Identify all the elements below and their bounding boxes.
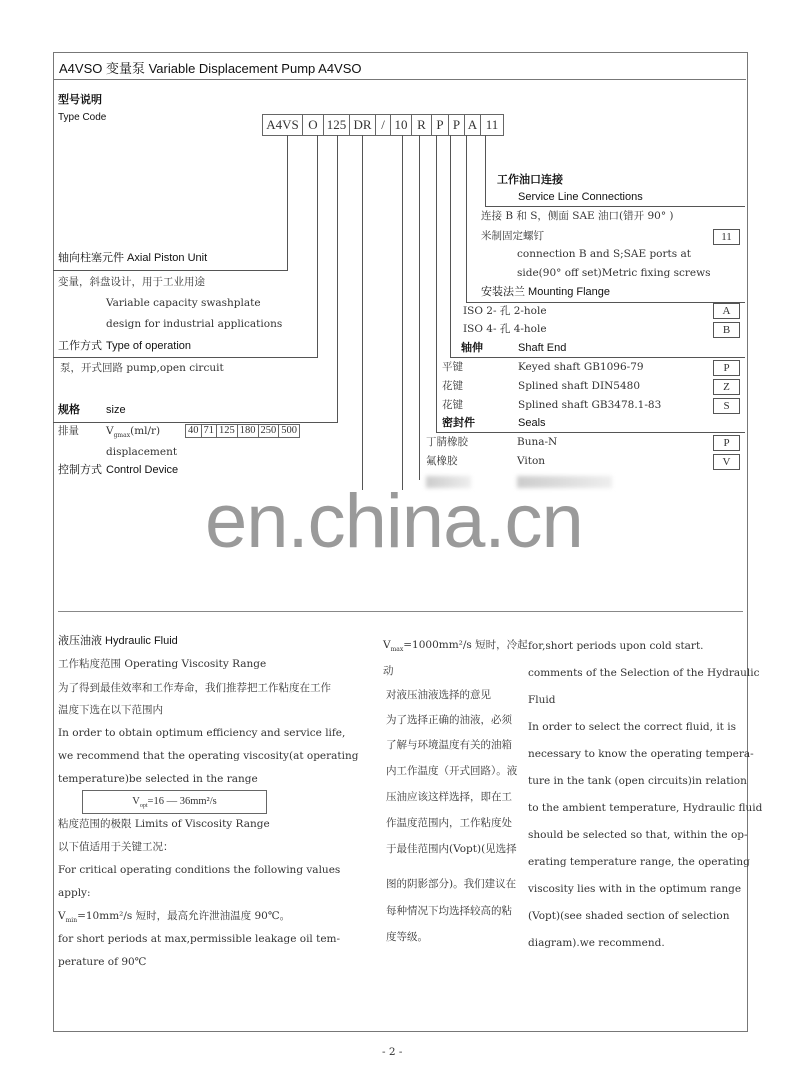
fluid-text: 动	[383, 665, 394, 677]
shaft-end-en: Shaft End	[518, 342, 567, 354]
variable-cn: 变量，斜盘设计，用于工业用途	[58, 276, 205, 288]
fluid-text: 为了得到最佳效率和工作寿命，我们推荐把工作粘度在工作	[58, 682, 331, 694]
shaft-en: Splined shaft GB3478.1-83	[518, 399, 662, 411]
axial-piston-unit-label: 轴向柱塞元件 Axial Piston Unit	[58, 252, 208, 264]
shaft-cn: 平键	[442, 361, 463, 373]
mounting-flange-label: 安装法兰 Mounting Flange	[481, 286, 610, 298]
section-divider	[58, 611, 743, 612]
fluid-text: necessary to know the operating tempera-	[528, 748, 754, 760]
vopt-box: $V_{opt}=16$ — 36mm²/s	[82, 790, 267, 814]
fluid-text: apply:	[58, 887, 91, 899]
shaft-end-cn: 轴伸	[461, 342, 483, 354]
code-box-v: V	[713, 454, 740, 470]
code-box-b: B	[713, 322, 740, 338]
operation-cn: 工作方式	[58, 340, 102, 352]
connection-cn-1: 连接 B 和 S，侧面 SAE 油口(错开 90° )	[481, 210, 674, 222]
shaft-en: Keyed shaft GB1096-79	[518, 361, 644, 373]
fluid-text: to the ambient temperature, Hydraulic fluid	[528, 802, 763, 814]
code-cell: DR	[350, 115, 376, 135]
page-number: - 2 -	[382, 1046, 403, 1058]
code-cell: /	[376, 115, 391, 135]
fluid-text: 每种情况下均选择较高的粘	[386, 905, 512, 917]
size-cell: 250	[259, 425, 280, 437]
fluid-text: 了解与环境温度有关的油箱	[386, 739, 512, 751]
fluid-text: diagram).we recommend.	[528, 937, 665, 949]
fluid-text: 图的阴影部分)。我们建议在	[386, 878, 517, 890]
type-code-box	[262, 114, 504, 136]
fluid-text: In order to obtain optimum efficiency and service life,	[58, 727, 346, 739]
fluid-text: 度等级。	[386, 931, 428, 943]
size-cell: 500	[281, 425, 297, 436]
fluid-text: temperature)be selected in the range	[58, 773, 258, 785]
size-cn: 规格	[58, 404, 80, 416]
variable-en-1: Variable capacity swashplate	[106, 297, 261, 309]
code-cell: R	[412, 115, 432, 135]
control-cn: 控制方式	[58, 464, 102, 476]
shaft-cn: 花键	[442, 380, 463, 392]
displacement-symbol: $V_{gmax}(ml/r)$	[106, 425, 161, 440]
fluid-text: For critical operating conditions the following values	[58, 864, 341, 876]
operation-en: Type of operation	[106, 340, 192, 352]
fluid-text: 温度下选在以下范围内	[58, 704, 163, 716]
code-cell: O	[303, 115, 324, 135]
code-cell: P	[449, 115, 465, 135]
fluid-text: 粘度范围的极限 Limits of Viscosity Range	[58, 818, 270, 830]
code-box-p: P	[713, 360, 740, 376]
displacement-en: displacement	[106, 446, 178, 458]
fluid-text: 作温度范围内，工作粘度处	[386, 817, 512, 829]
size-cell: 180	[238, 425, 259, 437]
seals-cn: 密封件	[442, 417, 475, 429]
code-box-11: 11	[713, 229, 740, 245]
fluid-text: we recommend that the operating viscosity(at operating	[58, 750, 359, 762]
fluid-text: comments of the Selection of the Hydraulic	[528, 667, 760, 679]
connection-en-1: connection B and S;SAE ports at	[517, 248, 691, 260]
fluid-text: for short periods at max,permissible leakage oil tem-	[58, 933, 341, 945]
fluid-text: erating temperature range, the operating	[528, 856, 750, 868]
variable-en-2: design for industrial applications	[106, 318, 283, 330]
title-bar	[53, 52, 746, 80]
vmin-text: $V_{min}=10mm^2/s$ 短时，最高允许泄油温度 90℃。	[58, 910, 291, 925]
shaft-cn: 花键	[442, 399, 463, 411]
code-box-s: S	[713, 398, 740, 414]
iso-2-hole: ISO 2- 孔 2-hole	[463, 305, 547, 317]
fluid-text: 工作粘度范围 Operating Viscosity Range	[58, 658, 267, 670]
fluid-text: 于最佳范围内(Vopt)(见选择	[386, 843, 517, 855]
seal-cn: 氟橡胶	[426, 455, 458, 467]
code-box-a: A	[713, 303, 740, 319]
fluid-text: for,short periods upon cold start.	[528, 640, 704, 652]
fluid-text: viscosity lies with in the optimum range	[528, 883, 742, 895]
fluid-text: perature of 90℃	[58, 956, 147, 968]
code-cell: A	[465, 115, 481, 135]
iso-4-hole: ISO 4- 孔 4-hole	[463, 323, 547, 335]
seal-cn: 丁腈橡胶	[426, 436, 468, 448]
displacement-cn: 排量	[58, 425, 79, 437]
fluid-text: Fluid	[528, 694, 556, 706]
connection-cn-2: 米制固定螺钉	[481, 230, 544, 242]
fluid-text: (Vopt)(see shaded section of selection	[528, 910, 730, 922]
code-box-z: Z	[713, 379, 740, 395]
type-code-heading-en: Type Code	[58, 112, 107, 123]
code-cell: P	[432, 115, 449, 135]
vmax-text: $V_{max}=1000mm^2/s$ 短时，冷起	[383, 639, 528, 654]
fluid-text: 为了选择正确的油液，必须	[386, 714, 512, 726]
size-en: size	[106, 404, 126, 416]
seal-en: Buna-N	[517, 436, 558, 448]
fluid-text: should be selected so that, within the op-	[528, 829, 748, 841]
pump-open-circuit: 泵，开式回路 pump,open circuit	[60, 362, 224, 374]
size-cell: 40	[186, 425, 202, 437]
fluid-text: ture in the tank (open circuits)in relation	[528, 775, 747, 787]
control-en: Control Device	[106, 464, 179, 476]
size-cell: 125	[217, 425, 238, 437]
fluid-text: 压油应该这样选择，即在工	[386, 791, 512, 803]
seal-en: Viton	[517, 455, 546, 467]
fluid-text: In order to select the correct fluid, it is	[528, 721, 736, 733]
type-code-heading-cn: 型号说明	[58, 94, 102, 106]
fluid-heading: 液压油液 Hydraulic Fluid	[58, 635, 178, 647]
seals-en: Seals	[518, 417, 546, 429]
service-line-en: Service Line Connections	[518, 191, 643, 203]
shaft-en: Splined shaft DIN5480	[518, 380, 640, 392]
fluid-text: 对液压油液选择的意见	[386, 689, 491, 701]
code-cell: 11	[485, 117, 499, 132]
size-cell: 71	[202, 425, 218, 437]
watermark: en.china.cn	[205, 479, 583, 564]
fluid-text: 以下值适用于关键工况：	[58, 841, 174, 853]
code-box-p: P	[713, 435, 740, 451]
fluid-text: 内工作温度（开式回路）。液	[386, 765, 518, 777]
page-title: A4VSO 变量泵 Variable Displacement Pump A4VSO	[59, 61, 362, 76]
code-cell: A4VS	[263, 115, 303, 135]
connection-en-2: side(90° off set)Metric fixing screws	[517, 267, 711, 279]
code-cell: 10	[391, 115, 412, 135]
code-cell: 125	[324, 115, 350, 135]
size-table	[185, 424, 300, 438]
service-line-cn: 工作油口连接	[497, 174, 563, 186]
